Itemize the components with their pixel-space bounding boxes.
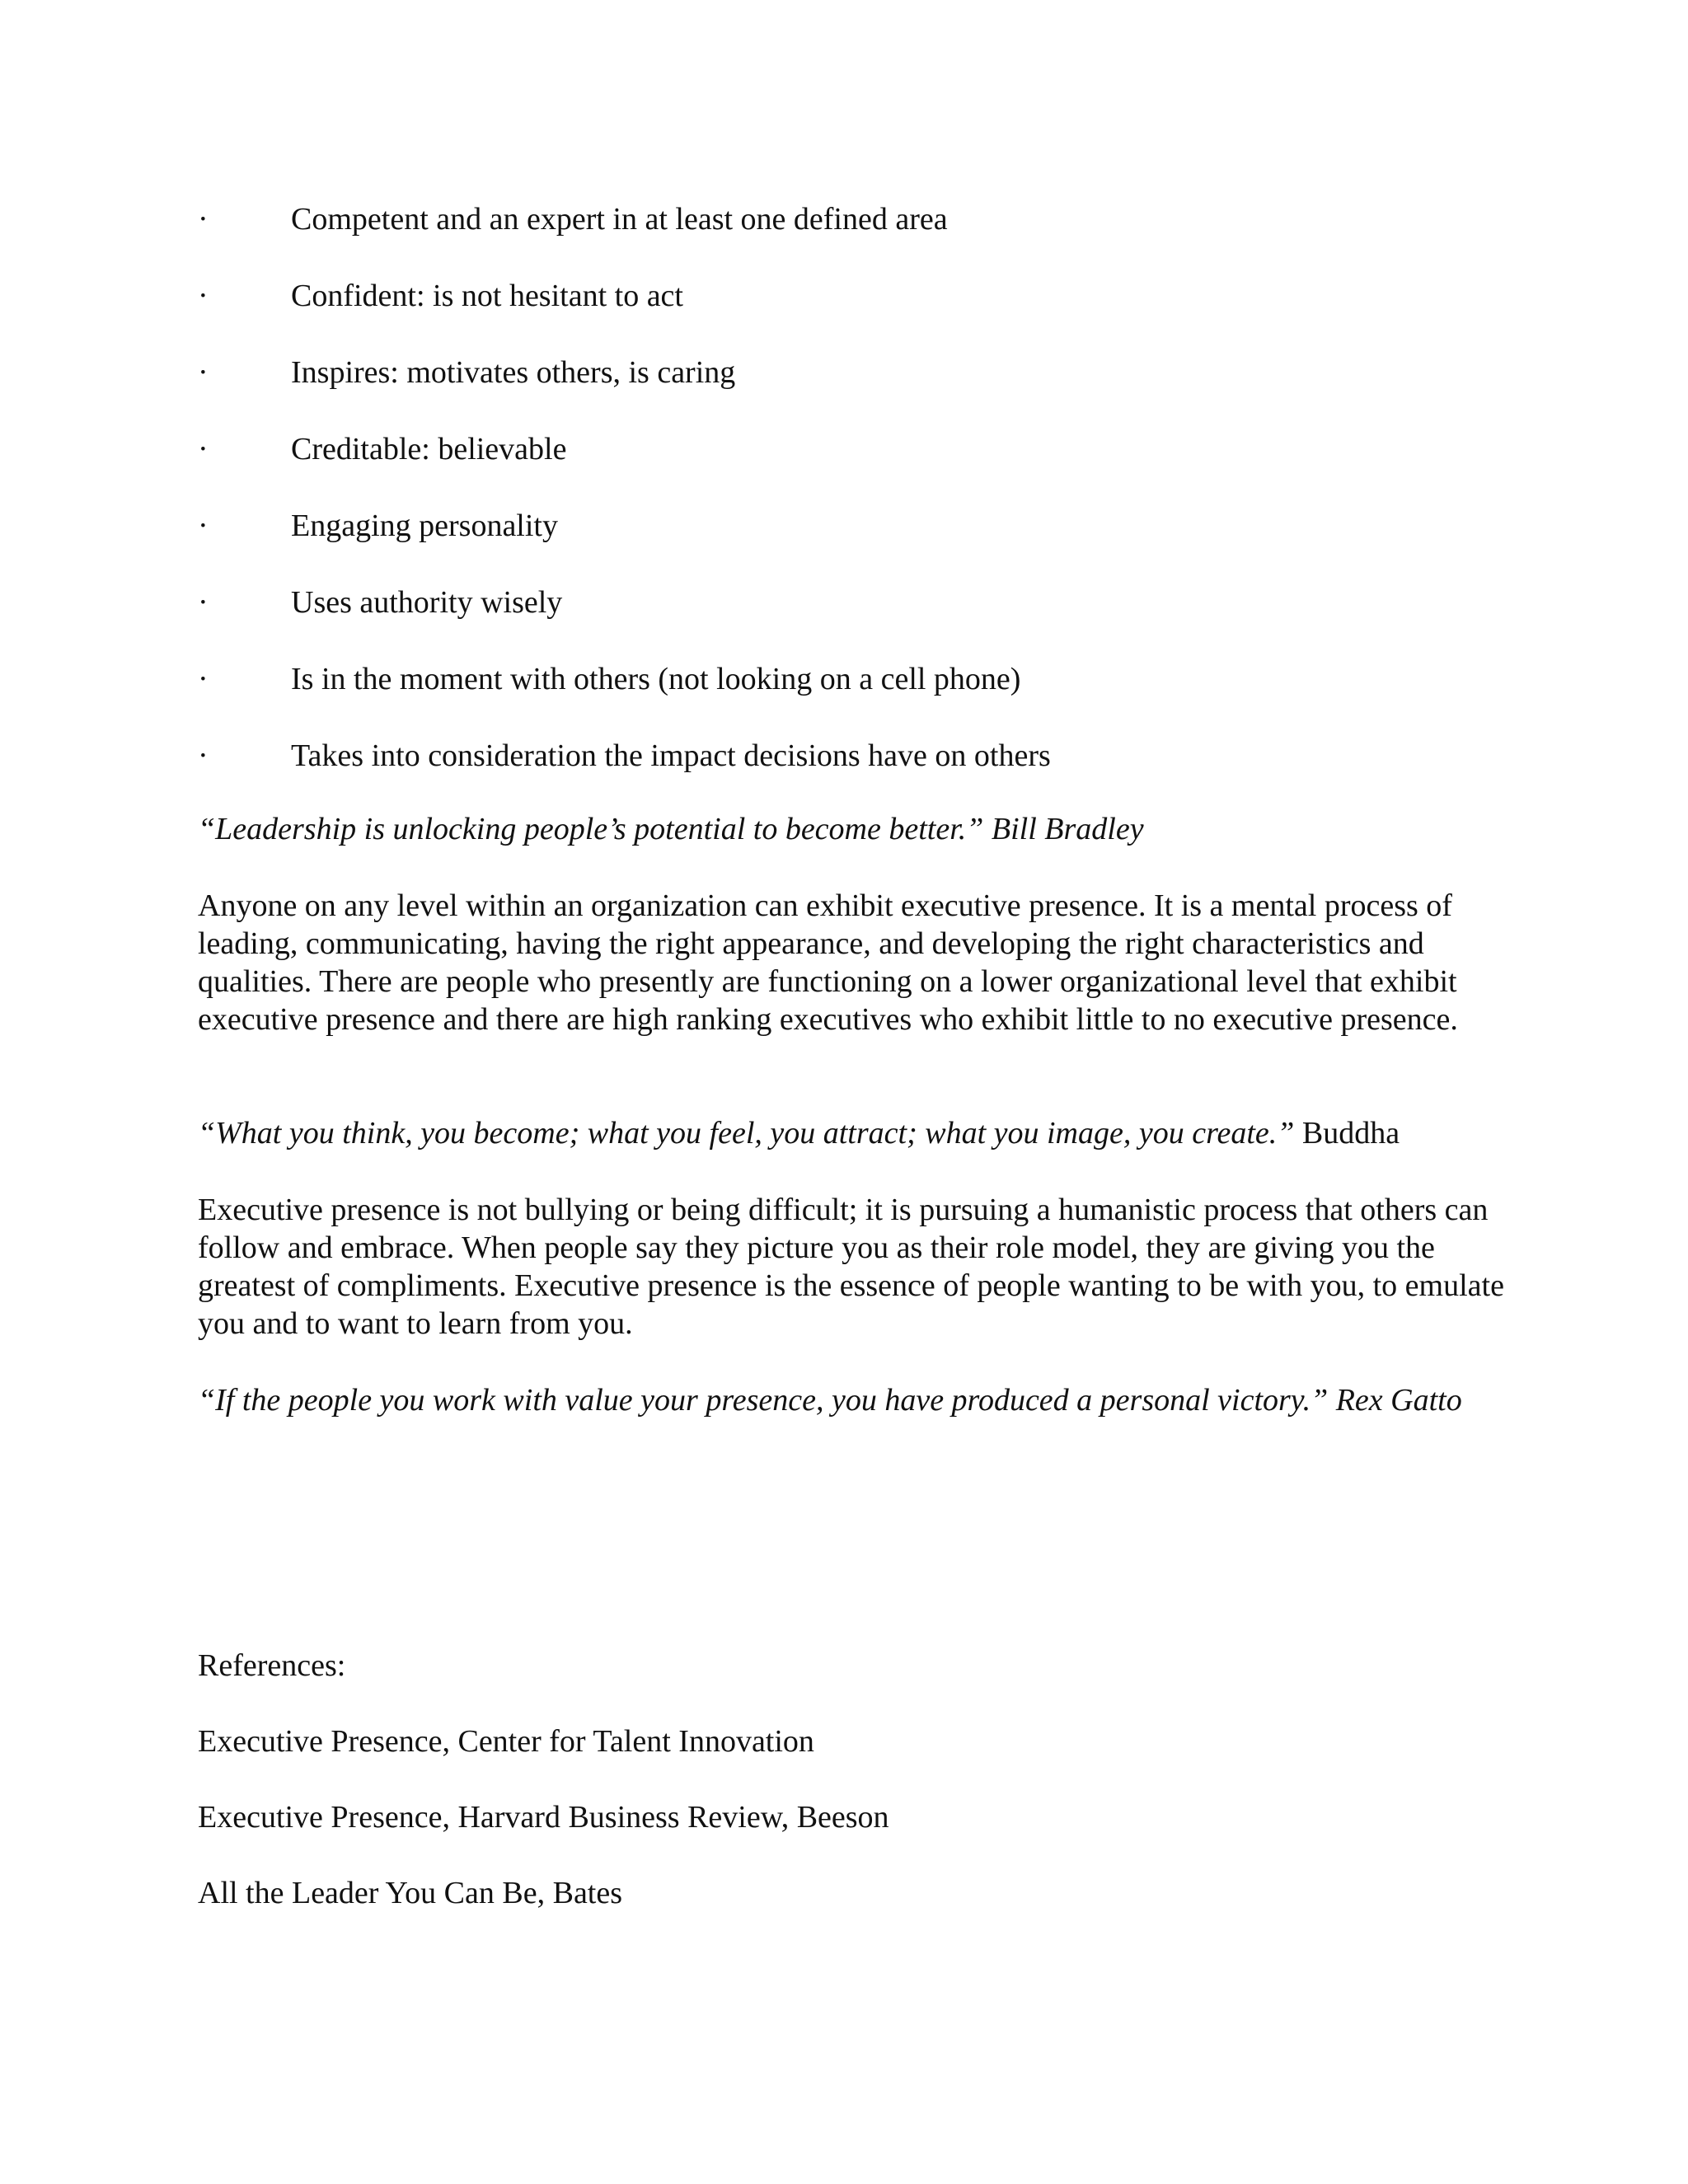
reference-item: Executive Presence, Harvard Business Review, Beeson [198,1800,889,1835]
bullet-text: Is in the moment with others (not looking on a cell phone) [291,662,1021,696]
paragraph-executive-presence-levels: Anyone on any level within an organization can exhibit executive presence. It is a mental process of leading, communicating, having the right appearance, and developing the right characteristics and qualities. There are people who presently are functioning on a lower organizational level that exhibit executive presence and there are high ranking executives who exhibit little to no executive presence. [198,888,1458,1037]
bullet-icon: · [198,738,209,773]
bullet-icon: · [198,585,209,620]
bullet-icon: · [198,662,209,696]
qualities-bullet-list [198,196,1517,809]
bullet-text: Engaging personality [291,509,558,543]
bullet-icon: · [198,279,209,313]
bullet-icon: · [198,355,209,390]
reference-item: All the Leader You Can Be, Bates [198,1876,623,1910]
list-item [198,196,1517,273]
list-item [198,349,1517,426]
quote-bill-bradley: “Leadership is unlocking people’s potential to become better.” Bill Bradley [198,812,1144,846]
list-item [198,273,1517,349]
list-item [198,503,1517,579]
reference-item: Executive Presence, Center for Talent Innovation [198,1724,814,1759]
quote-rex-gatto: “If the people you work with value your presence, you have produced a personal victory.” Rex Gatto [198,1383,1462,1418]
bullet-icon: · [198,509,209,543]
bullet-text: Inspires: motivates others, is caring [291,355,736,390]
bullet-icon: · [198,432,209,466]
paragraph-humanistic-process: Executive presence is not bullying or being difficult; it is pursuing a humanistic process that others can follow and embrace. When people say they picture you as their role model, they are giving you the greatest of compliments. Executive presence is the essence of people wanting to be with you, to emulate you and to want to learn from you. [198,1193,1504,1341]
quote-buddha-author: Buddha [1301,1116,1400,1151]
bullet-text: Uses authority wisely [291,585,563,620]
bullet-text: Competent and an expert in at least one defined area [291,202,948,237]
list-item [198,426,1517,503]
bullet-icon: · [198,202,209,237]
list-item [198,733,1517,809]
references-heading: References: [198,1648,346,1683]
bullet-text: Confident: is not hesitant to act [291,279,683,313]
bullet-text: Takes into consideration the impact decisions have on others [291,738,1051,773]
quote-buddha [198,1114,1508,1152]
quote-buddha-text: “What you think, you become; what you feel, you attract; what you image, you create.” [198,1116,1295,1151]
list-item [198,656,1517,733]
list-item [198,579,1517,656]
bullet-text: Creditable: believable [291,432,567,466]
